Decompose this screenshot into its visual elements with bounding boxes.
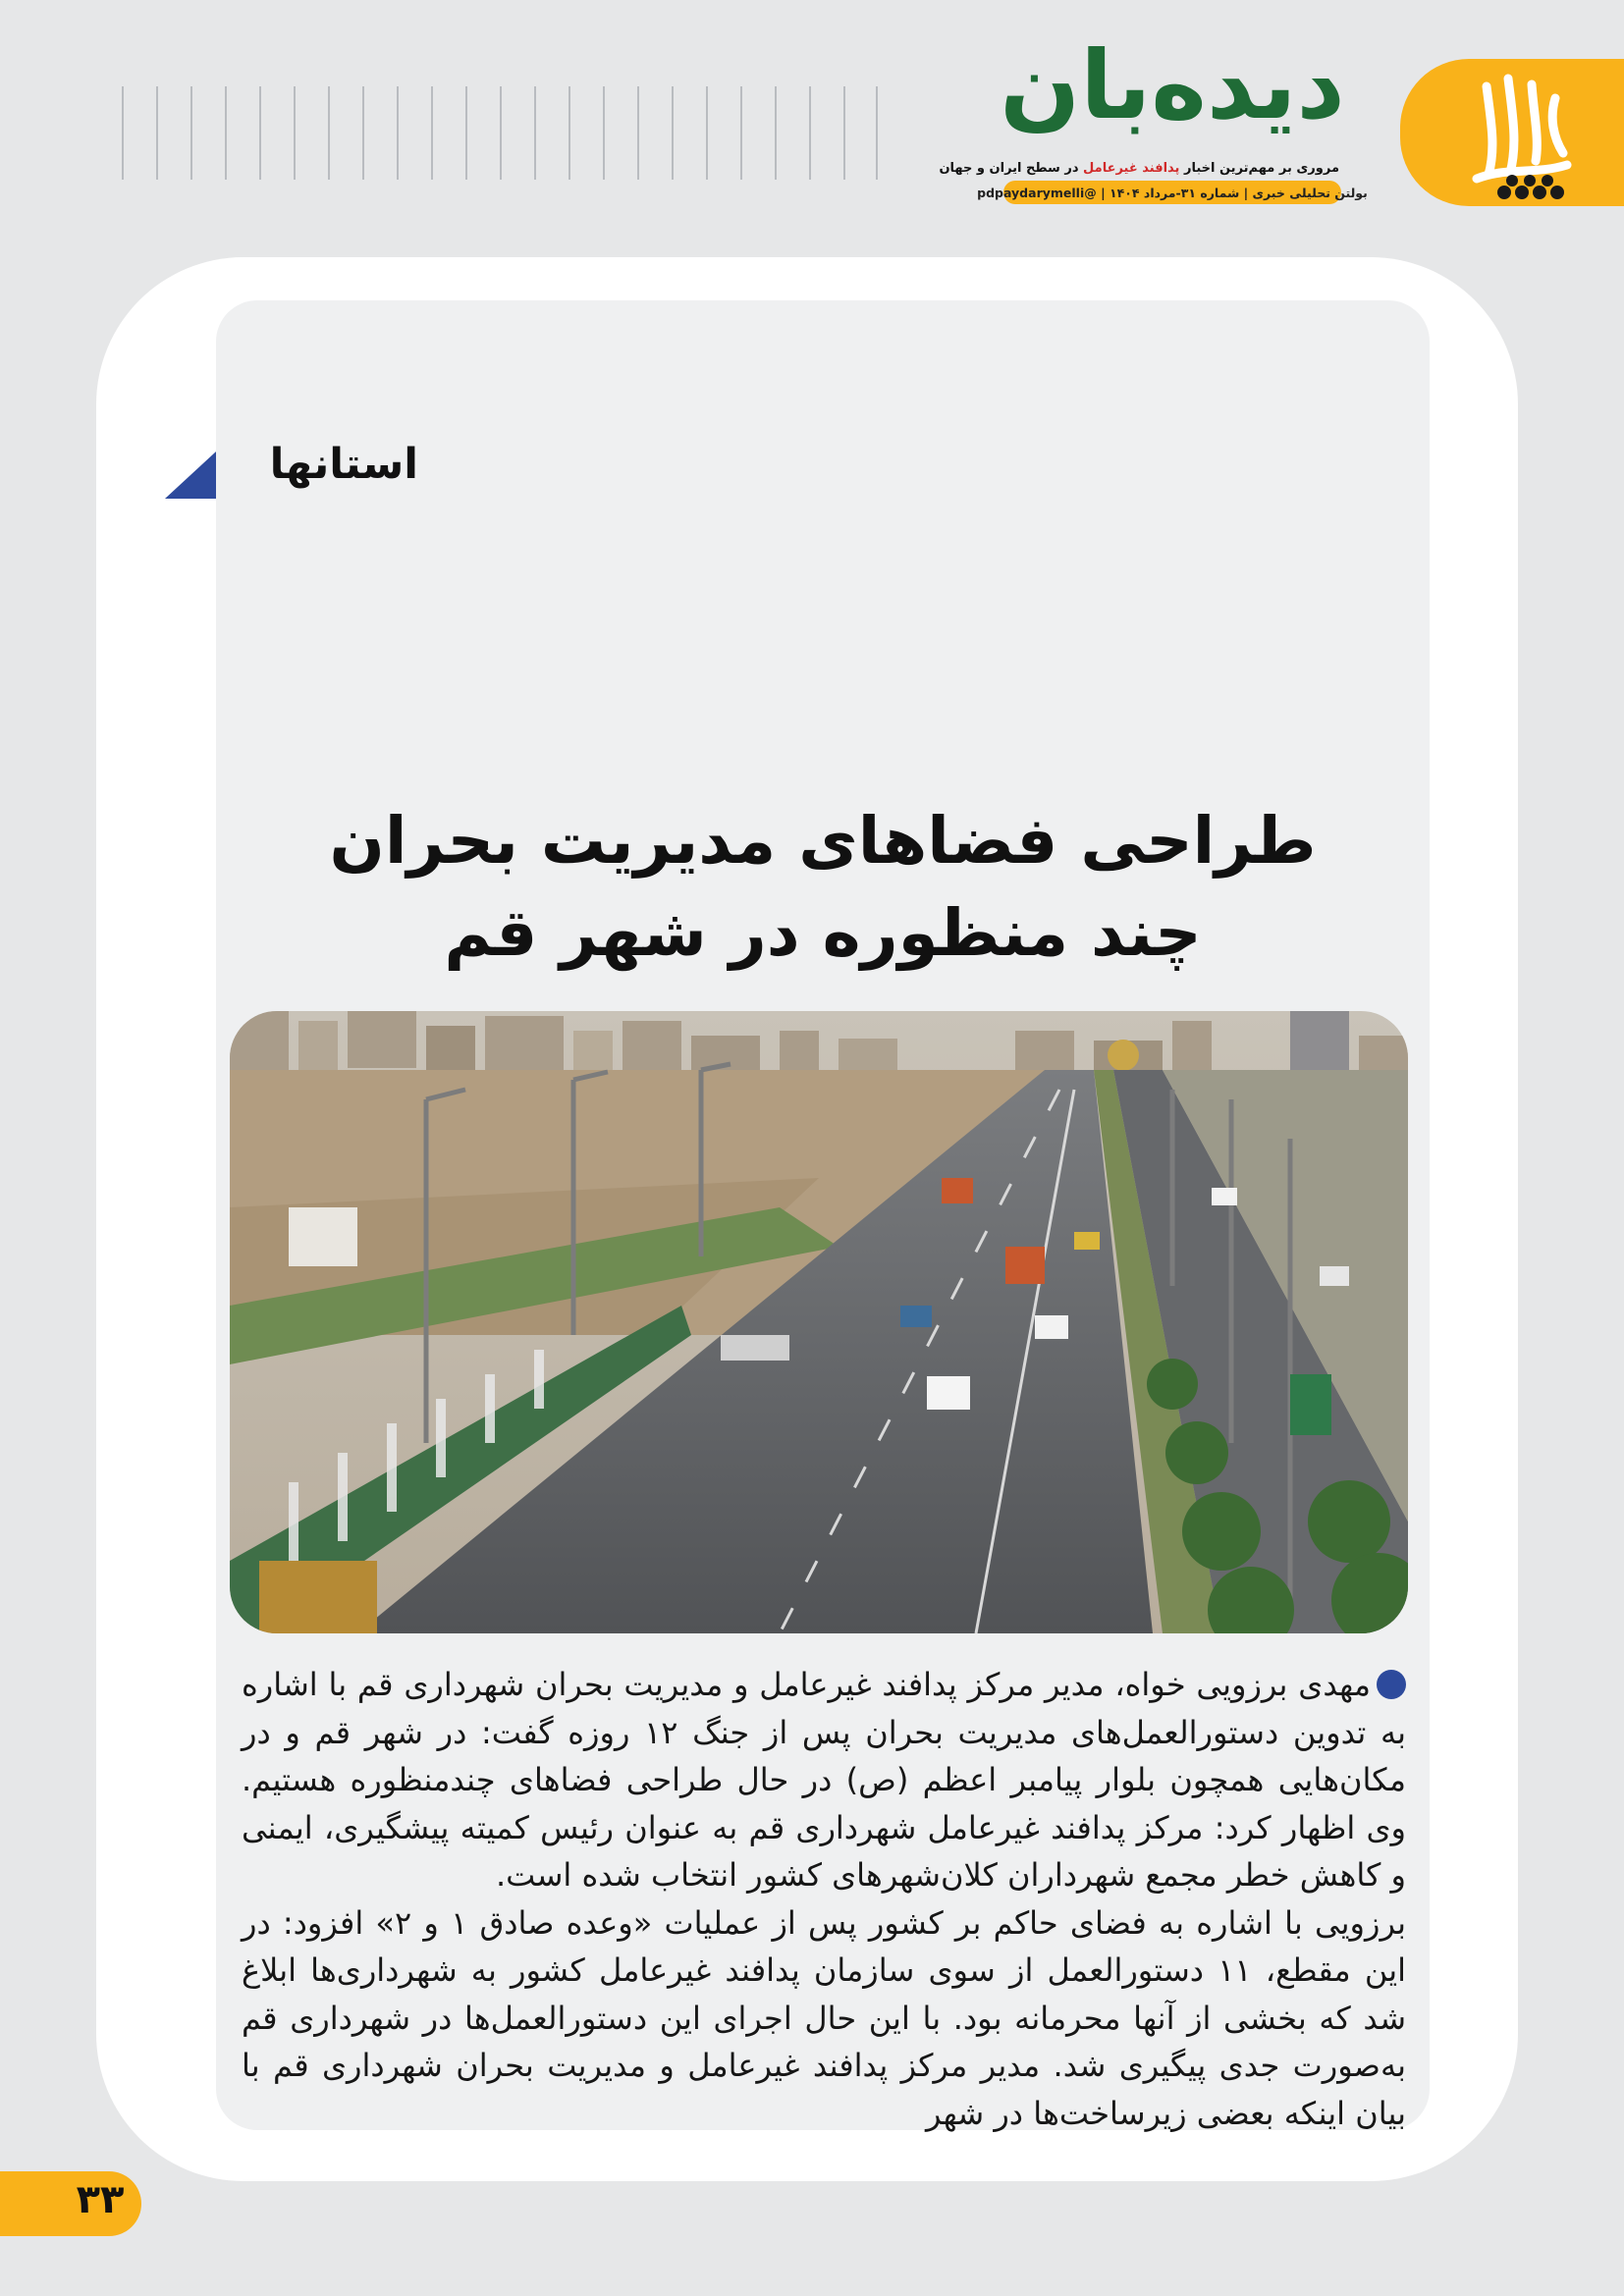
triangle-marker-icon [165,452,216,499]
decorative-stripes [122,86,878,180]
tagline-highlight: پدافند غیرعامل [1083,161,1180,176]
paragraph-1-text: مهدی برزویی خواه، مدیر مرکز پدافند غیرعامل و مدیریت بحران شهرداری قم با اشاره به تدوین دستورالعمل‌های مدیریت بحران پس از جنگ ۱۲ روزه گفت: در شهر قم و در مکان‌هایی همچون بلوار پیامبر اعظم (ص) در حال طراحی فضاهای چندمنظوره هستیم. وی اظهار کرد: مرکز پدافند غیرعامل شهرداری قم به عنوان رئیس کمیته پیشگیری، ایمنی و کاهش خطر مجمع شهرداران کلان‌شهرهای کشور انتخاب شده است. [242,1666,1407,1894]
circle-bullet-icon [1377,1670,1406,1699]
brand-title-text: دیده‌بان [1000,30,1345,139]
headline-line-2: چند منظوره در شهر قم [444,895,1202,971]
article-body [242,1661,1406,2137]
brand-title [976,12,1369,139]
article-paragraph-1 [242,1661,1406,1899]
bulletin-info: بولتن تحلیلی خبری | شماره ۳۱-مرداد ۱۴۰۴ | @pdpaydarymelli [1003,181,1341,204]
tagline [939,161,1339,176]
headline-line-1: طراحی فضاهای مدیریت بحران [329,803,1317,879]
article-headline [236,795,1410,980]
tagline-part1: مروری بر مهم‌ترین اخبار [1179,161,1339,176]
boulevard-photo [230,1011,1408,1633]
section-label: استانها [269,440,418,489]
paydari-melli-logo [1447,59,1595,206]
page-number: ۳۳ [76,2177,125,2222]
article-paragraph-2: برزویی با اشاره به فضای حاکم بر کشور پس از عملیات «وعده صادق ۱ و ۲» افزود: در این مقطع، ۱۱ دستورالعمل از سوی سازمان پدافند غیرعامل کشور به شهرداری‌ها ابلاغ شد که بخشی از آنها محرمانه بود. با این حال اجرای این دستورالعمل‌ها در شهرداری قم به‌صورت جدی پیگیری شد. مدیر مرکز پدافند غیرعامل و مدیریت بحران شهرداری قم با بیان اینکه بعضی زیرساخت‌ها در شهر [242,1903,1407,2132]
tagline-part2: در سطح ایران و جهان [939,161,1084,176]
